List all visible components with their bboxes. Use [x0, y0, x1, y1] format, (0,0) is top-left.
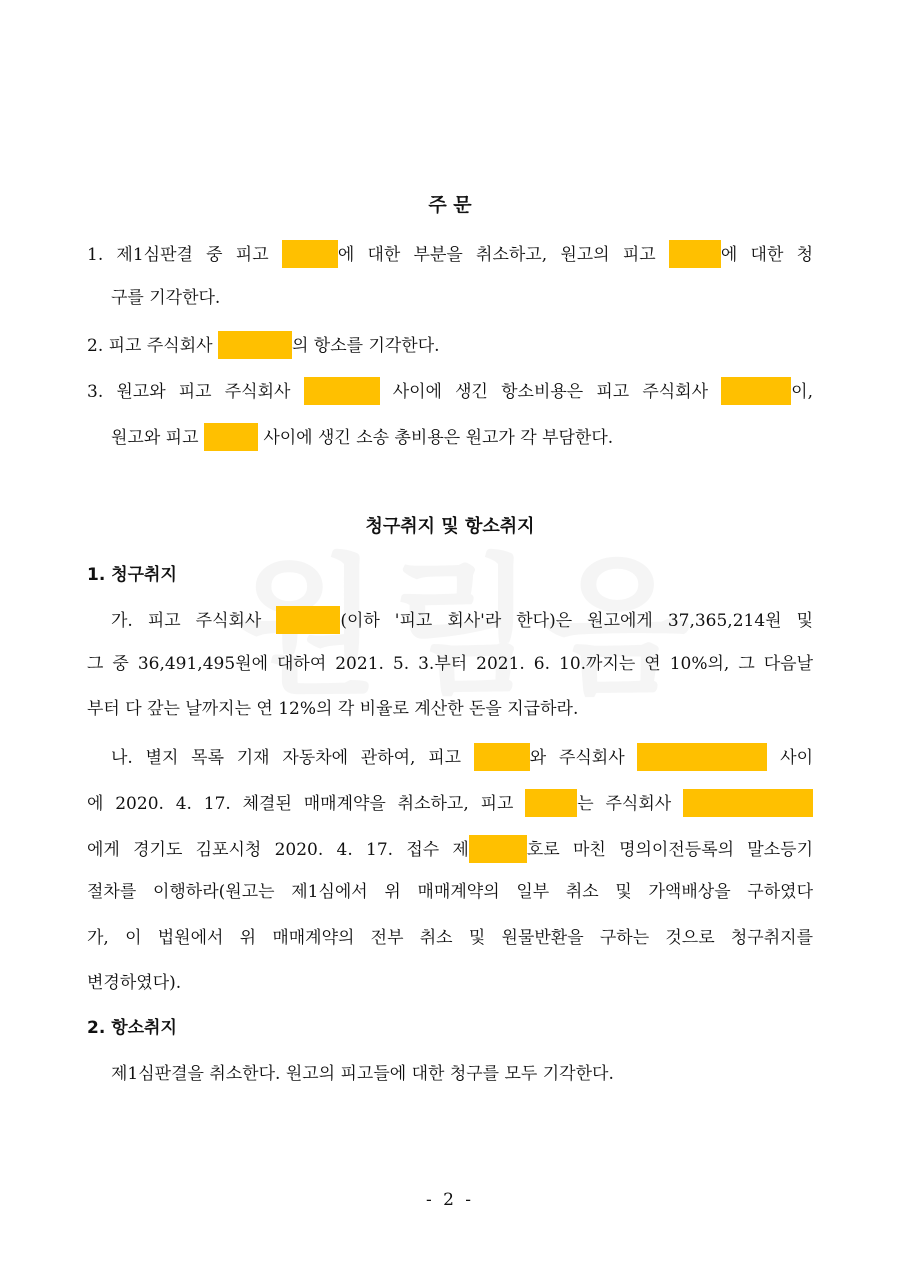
text-seg: 1. 제1심판결 중 피고 [87, 245, 282, 265]
order-item-1-line-2: 구를 기각한다. [111, 288, 221, 308]
text-seg: 사이에 생긴 소송 총비용은 원고가 각 부담한다. [257, 428, 614, 448]
page-number: - 2 - [425, 1190, 475, 1210]
order-item-3-line-1 [87, 377, 813, 405]
claims-na-line-4: 절차를 이행하라(원고는 제1심에서 위 매매계약의 일부 취소 및 가액배상을 구하였다 [87, 882, 813, 902]
claims-heading: 1. 청구취지 [87, 565, 177, 585]
redaction-box [721, 377, 791, 405]
redaction-box [669, 240, 721, 268]
redaction-box [204, 423, 258, 451]
claims-na-line-1 [111, 743, 813, 771]
claims-na-line-5: 가, 이 법원에서 위 매매계약의 전부 취소 및 원물반환을 구하는 것으로 청구취지를 [87, 928, 813, 948]
text-seg: 와 주식회사 [529, 748, 638, 768]
redaction-box [637, 743, 767, 771]
claims-na-line-3 [87, 835, 813, 863]
text-seg: 2. 피고 주식회사 [87, 336, 218, 356]
text-seg: 이, [791, 382, 813, 402]
text-seg: 에 2020. 4. 17. 체결된 매매계약을 취소하고, 피고 [87, 794, 526, 814]
claims-na-line-6: 변경하였다). [87, 973, 182, 993]
redaction-box [683, 789, 813, 817]
text-seg: 에 대한 부분을 취소하고, 원고의 피고 [337, 245, 669, 265]
text-seg: 원고와 피고 [111, 428, 204, 448]
appeal-text: 제1심판결을 취소한다. 원고의 피고들에 대한 청구를 모두 기각한다. [111, 1064, 614, 1084]
text-seg: 의 항소를 기각한다. [291, 336, 440, 356]
redaction-box [525, 789, 577, 817]
text-seg: (이하 '피고 회사'라 한다)은 원고에게 37,365,214원 및 [340, 611, 813, 631]
text-seg: 가. 피고 주식회사 [111, 611, 277, 631]
text-seg: 에 대한 청 [720, 245, 814, 265]
text-seg: 에게 경기도 김포시청 2020. 4. 17. 접수 제 [87, 840, 469, 860]
text-seg: 사이 [767, 748, 813, 768]
order-title: 주 문 [428, 194, 472, 216]
redaction-box [218, 331, 292, 359]
appeal-heading: 2. 항소취지 [87, 1018, 177, 1038]
text-seg: 호로 마친 명의이전등록의 말소등기 [526, 840, 813, 860]
redaction-box [474, 743, 530, 771]
redaction-box [276, 606, 340, 634]
text-seg: 3. 원고와 피고 주식회사 [87, 382, 304, 402]
redaction-box [282, 240, 338, 268]
text-seg: 나. 별지 목록 기재 자동차에 관하여, 피고 [111, 748, 474, 768]
redaction-box [469, 835, 527, 863]
claims-na-line-2 [87, 789, 813, 817]
claims-ga-line-2: 그 중 36,491,495원에 대하여 2021. 5. 3.부터 2021. 6. 10.까지는 연 10%의, 그 다음날 [87, 654, 813, 674]
order-item-1-line-1 [87, 240, 813, 268]
claims-ga-line-3: 부터 다 갚는 날까지는 연 12%의 각 비율로 계산한 돈을 지급하라. [87, 699, 579, 719]
text-seg: 사이에 생긴 항소비용은 피고 주식회사 [379, 382, 722, 402]
redaction-box [304, 377, 380, 405]
text-seg: 는 주식회사 [577, 794, 684, 814]
order-item-2 [87, 331, 440, 359]
claims-ga-line-1 [111, 606, 813, 634]
order-item-3-line-2 [111, 423, 613, 451]
claims-title: 청구취지 및 항소취지 [365, 516, 535, 537]
